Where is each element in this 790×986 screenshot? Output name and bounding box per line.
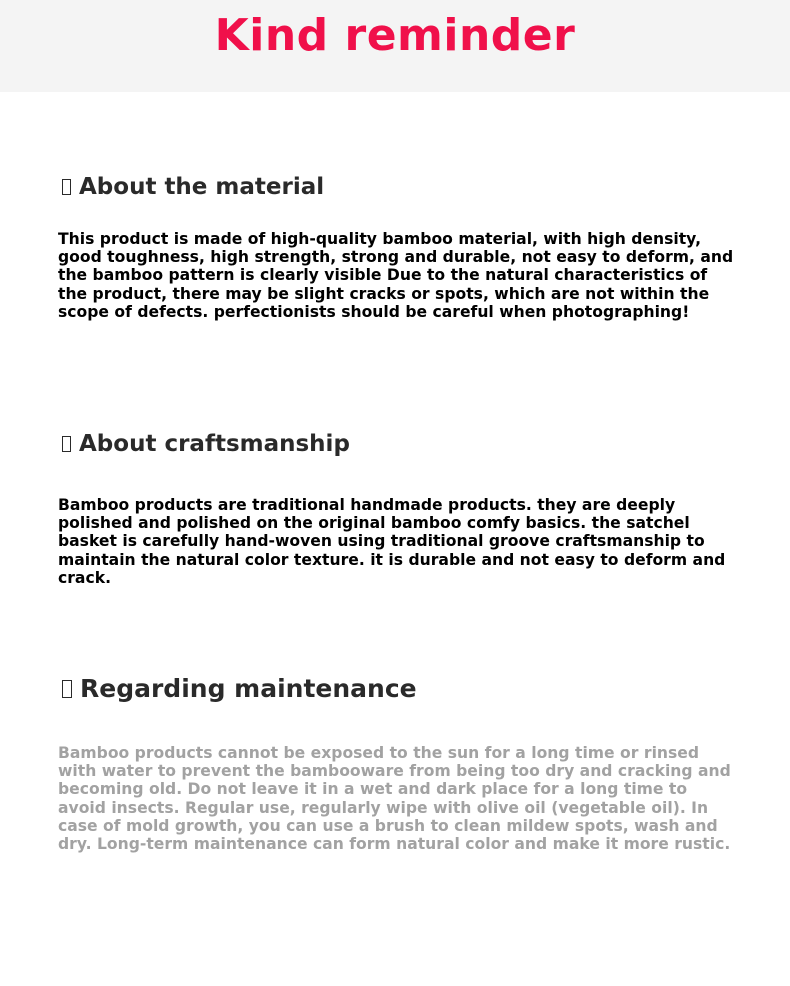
square-glyph-icon <box>62 436 71 452</box>
section-heading-material <box>62 173 324 201</box>
section-body-maintenance: Bamboo products cannot be exposed to the sun for a long time or rinsed with water to prevent the bambooware from being too dry and cracking and becoming old. Do not leave it in a wet and dark place for a long time to avoid insects. Regular use, regularly wipe with olive oil (vegetable oil). In case of mold growth, you can use a brush to clean mildew spots, wash and dry. Long-term maintenance can form natural color and make it more rustic. <box>58 744 731 854</box>
section-heading-craftsmanship <box>62 430 350 458</box>
section-heading-text: Regarding maintenance <box>80 674 417 703</box>
page-title: Kind reminder <box>214 10 576 61</box>
square-glyph-icon <box>62 179 71 195</box>
section-heading-maintenance <box>62 675 417 703</box>
square-glyph-icon <box>62 680 72 698</box>
section-body-material: This product is made of high-quality bamboo material, with high density, good toughness, high strength, strong and durable, not easy to deform, and the bamboo pattern is clearly visible Due to the natural characteristics of the product, there may be slight cracks or spots, which are not within the scope of defects. perfectionists should be careful when photographing! <box>58 230 734 321</box>
section-heading-text: About craftsmanship <box>79 431 350 457</box>
section-heading-text: About the material <box>79 174 325 200</box>
page-header <box>0 0 790 92</box>
section-body-craftsmanship: Bamboo products are traditional handmade products. they are deeply polished and polished on the original bamboo comfy basics. the satchel basket is carefully hand-woven using traditional groove craftsmanship to maintain the natural color texture. it is durable and not easy to deform and crack. <box>58 496 726 587</box>
